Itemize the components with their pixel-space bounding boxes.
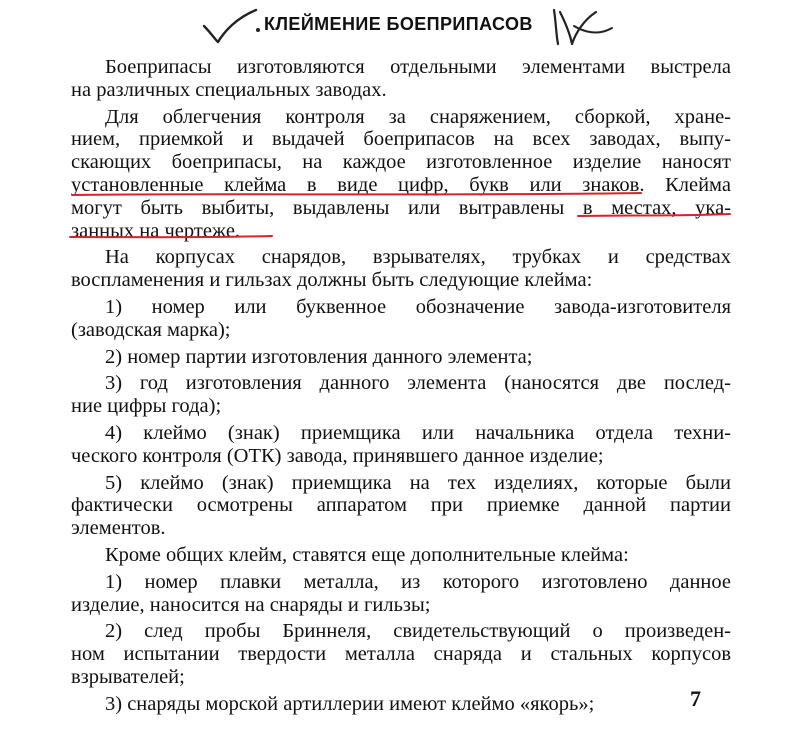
text-line: 2) след пробы Бриннеля, свидетельствующий о произведен- <box>105 620 731 643</box>
text-line: 5) клеймо (знак) приемщика на тех изделиях, которые были <box>105 471 731 494</box>
page-title: КЛЕЙМЕНИЕ БОЕПРИПАСОВ <box>264 14 533 34</box>
paragraph <box>71 246 731 292</box>
text-line: 1) номер или буквенное обозначение завода-изготовителя <box>105 295 731 318</box>
text-line: 1) номер плавки металла, из которого изготовлено данное <box>105 570 731 593</box>
list-item <box>71 693 731 716</box>
list-item <box>71 422 731 468</box>
title-row <box>200 4 620 48</box>
page-number: 7 <box>690 686 701 711</box>
text-line: 2) номер партии изготовления данного элемента; <box>105 345 533 368</box>
paragraph <box>71 106 731 243</box>
text-line: фактически осмотрены аппаратом при приемке данной партии <box>71 494 731 517</box>
list-item <box>71 472 731 540</box>
paragraph <box>71 544 731 567</box>
text-line: на различных специальных заводах. <box>71 78 387 101</box>
text-line: Боеприпасы изготовляются отдельными элементами выстрела <box>105 56 731 78</box>
handwritten-scribble-mark <box>548 4 618 48</box>
list-item <box>71 372 731 418</box>
text-line: занных на чертеже. <box>71 219 241 242</box>
text-line: установленные клейма в виде цифр, букв или знаков. Клейма <box>71 173 731 196</box>
text-line: скающих боеприпасы, на каждое изготовленное изделие наносят <box>71 151 731 174</box>
list-item <box>71 296 731 342</box>
list-item <box>71 620 731 688</box>
text-line: 4) клеймо (знак) приемщика или начальника отдела техни- <box>105 421 731 444</box>
body-text <box>71 56 731 720</box>
text-line: изделие, наносится на снаряды и гильзы; <box>71 593 431 616</box>
text-line: ние цифры года); <box>71 395 222 418</box>
paragraph <box>71 56 731 102</box>
text-line: На корпусах снарядов, взрывателях, трубках и средствах <box>105 246 731 269</box>
list-item <box>71 346 731 369</box>
handwritten-check-mark <box>200 4 260 48</box>
text-line: могут быть выбиты, выдавлены или вытравлены в местах, ука- <box>71 196 731 219</box>
list-item <box>71 571 731 617</box>
text-line: воспламенения и гильзах должны быть следующие клейма: <box>71 269 593 292</box>
text-line: взрывателей; <box>71 665 185 688</box>
text-line: Кроме общих клейм, ставятся еще дополнительные клейма: <box>105 543 629 566</box>
text-line: нием, приемкой и выдачей боеприпасов на всех заводах, выпу- <box>71 128 731 151</box>
text-line: элементов. <box>71 517 166 540</box>
text-line: ческого контроля (ОТК) завода, принявшего данное изделие; <box>71 444 604 467</box>
text-line: ном испытании твердости металла снаряда и стальных корпусов <box>71 643 731 666</box>
text-line: 3) год изготовления данного элемента (наносятся две послед- <box>105 372 731 395</box>
text-line: (заводская марка); <box>71 318 231 341</box>
text-line: Для облегчения контроля за снаряжением, сборкой, хране- <box>105 105 731 128</box>
text-line: 3) снаряды морской артиллерии имеют клеймо «якорь»; <box>105 692 595 715</box>
